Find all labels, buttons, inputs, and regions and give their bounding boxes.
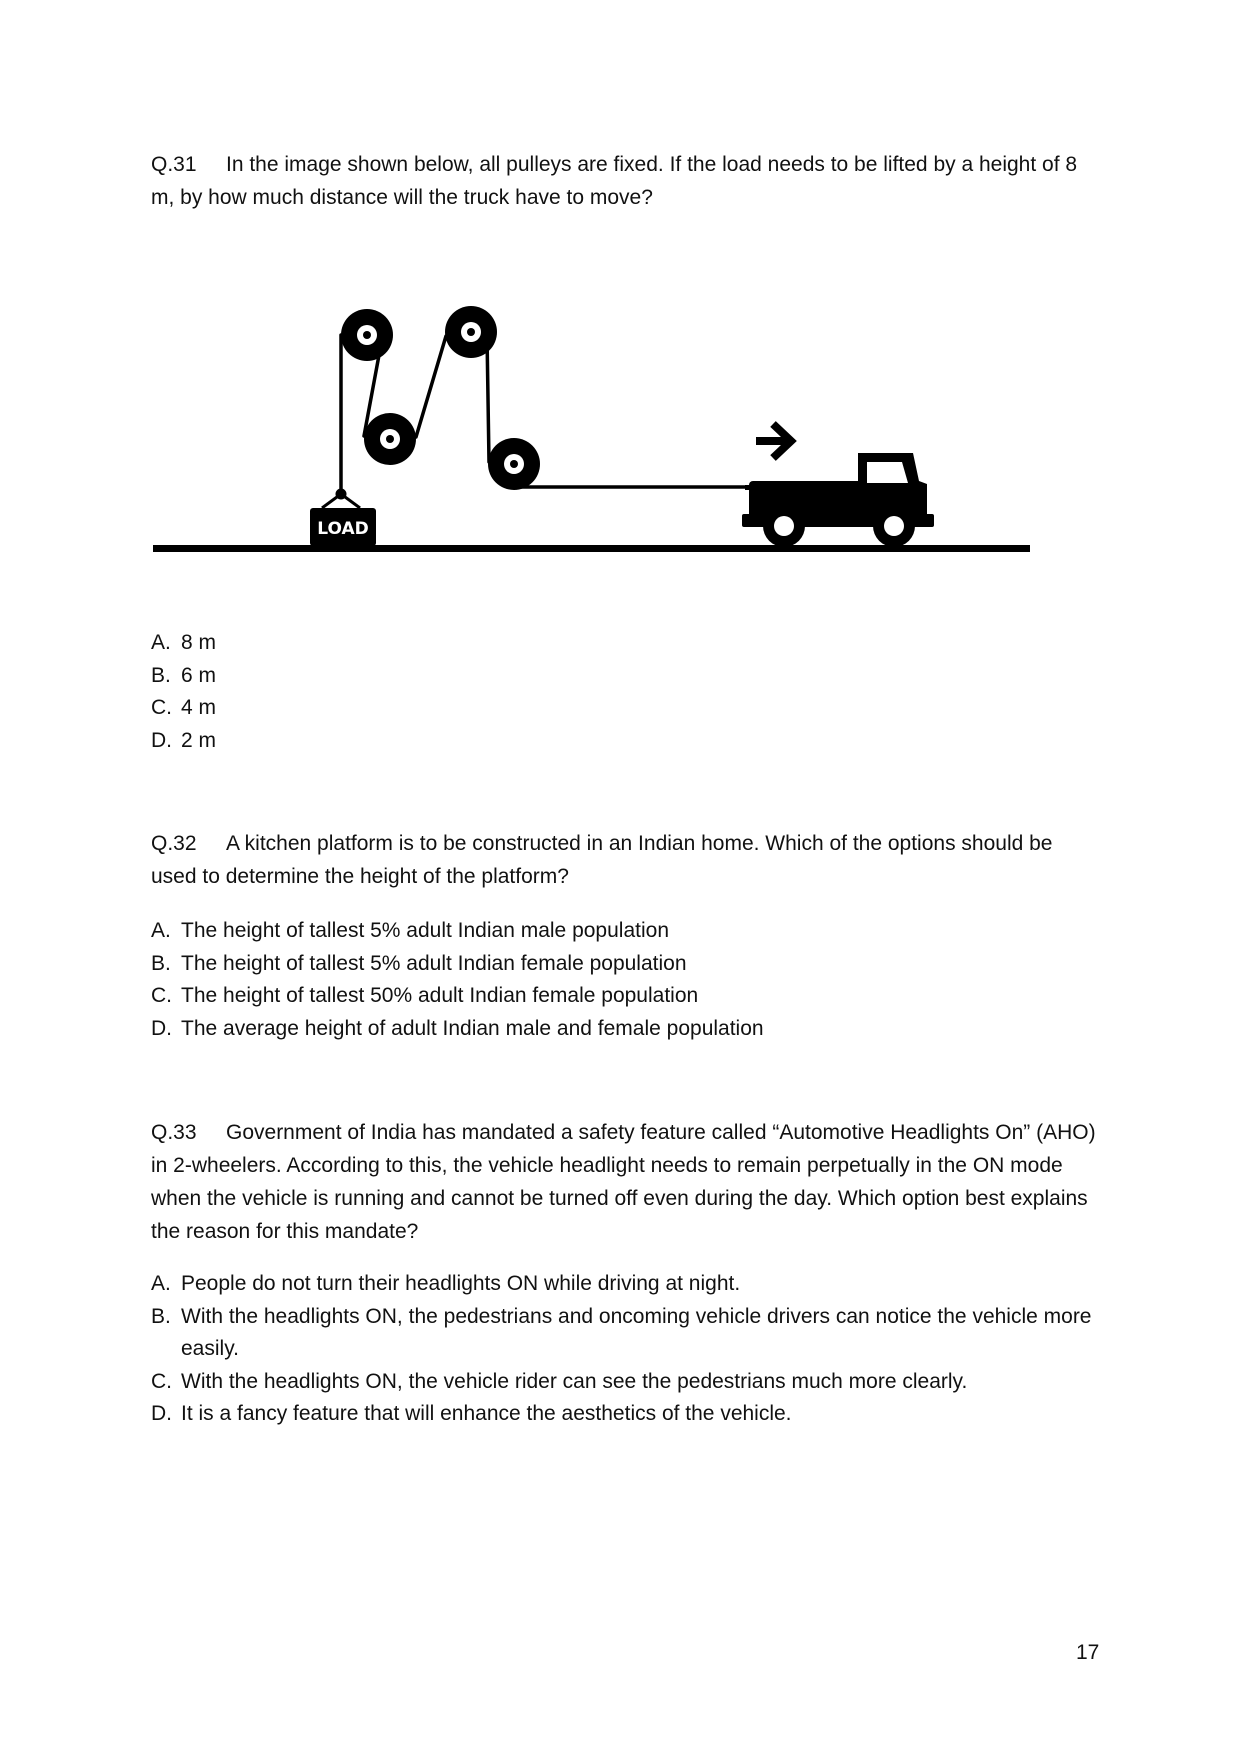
option-a[interactable] (151, 1268, 1101, 1301)
pulley-truck-diagram (150, 296, 1030, 556)
option-text: 8 m (181, 631, 217, 654)
options-list (151, 1268, 1101, 1431)
load-box-icon (310, 508, 376, 546)
option-d[interactable] (151, 1013, 1101, 1046)
option-text: With the headlights ON, the vehicle rider can see the pedestrians much more clearly. (181, 1369, 968, 1393)
option-c[interactable] (151, 980, 1101, 1013)
pulley-icon (488, 438, 540, 490)
pulley-icon (445, 306, 497, 358)
option-text: With the headlights ON, the pedestrians and oncoming vehicle drivers can notice the vehicle more easily. (181, 1304, 1092, 1360)
option-text: The height of tallest 50% adult Indian female population (181, 984, 699, 1007)
arrow-right-icon (756, 424, 791, 458)
rope (341, 335, 752, 493)
option-text: The height of tallest 5% adult Indian female population (181, 951, 687, 975)
option-text: 6 m (181, 663, 217, 687)
option-text: The average height of adult Indian male and female population (181, 1016, 764, 1040)
question-number: Q.31 (151, 153, 197, 176)
option-letter: C. (151, 696, 172, 719)
option-text: The height of tallest 5% adult Indian male population (181, 919, 669, 942)
option-text: People do not turn their headlights ON while driving at night. (181, 1272, 741, 1295)
question-33 (151, 1116, 1101, 1248)
option-letter: C. (151, 984, 172, 1007)
truck-icon (742, 453, 934, 547)
question-text: A kitchen platform is to be constructed in an Indian home. Which of the options should be used to determine the height of the platform? (151, 832, 1053, 888)
load-hook (322, 490, 360, 508)
question-text: Government of India has mandated a safety feature called “Automotive Headlights On” (AHO) in 2-wheelers. According to this, the vehicle headlight needs to remain perpetually in the ON mode when the vehicle is running and cannot be turned off even during the day. Which option best explains the reason for this mandate? (151, 1121, 1096, 1243)
option-a[interactable] (151, 627, 1101, 660)
option-d[interactable] (151, 1398, 1101, 1431)
option-c[interactable] (151, 1366, 1101, 1399)
question-number: Q.33 (151, 1121, 197, 1144)
pulley-icon (364, 413, 416, 465)
option-b[interactable] (151, 948, 1101, 981)
load-label: LOAD (317, 519, 369, 539)
option-b[interactable] (151, 1301, 1101, 1366)
option-text: 2 m (181, 728, 217, 752)
option-letter: D. (151, 728, 172, 752)
option-letter: B. (151, 1304, 171, 1328)
option-letter: D. (151, 1402, 172, 1425)
option-d[interactable] (151, 725, 1101, 758)
option-c[interactable] (151, 692, 1101, 725)
options-list (151, 915, 1101, 1045)
option-letter: C. (151, 1369, 172, 1393)
option-a[interactable] (151, 915, 1101, 948)
pulley-icon (341, 309, 393, 361)
question-text: In the image shown below, all pulleys are fixed. If the load needs to be lifted by a height of 8 m, by how much distance will the truck have to move? (151, 153, 1078, 209)
option-letter: A. (151, 631, 171, 654)
option-letter: B. (151, 663, 171, 687)
option-text: 4 m (181, 696, 217, 719)
option-letter: A. (151, 1272, 171, 1295)
question-number: Q.32 (151, 832, 197, 855)
option-letter: B. (151, 951, 171, 975)
question-31 (151, 148, 1101, 214)
options-list (151, 627, 1101, 757)
option-letter: A. (151, 919, 171, 942)
question-32 (151, 827, 1101, 893)
option-b[interactable] (151, 660, 1101, 693)
page-number: 17 (1076, 1641, 1100, 1664)
option-text: It is a fancy feature that will enhance the aesthetics of the vehicle. (181, 1402, 792, 1425)
option-letter: D. (151, 1016, 172, 1040)
